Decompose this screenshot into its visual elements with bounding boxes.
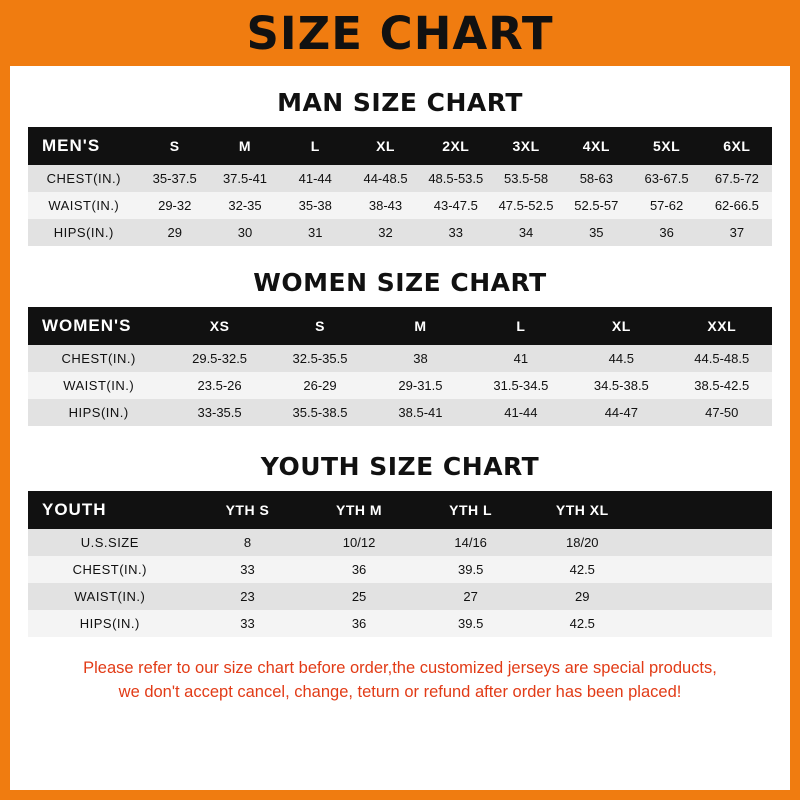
youth-row-2-label: WAIST(IN.) [28,583,192,610]
man-r1-c5: 47.5-52.5 [491,192,561,219]
page-header [0,0,800,66]
man-section-title: MAN SIZE CHART [277,88,523,117]
man-r1-c6: 52.5-57 [561,192,631,219]
content-area [10,88,790,705]
man-r2-c4: 33 [421,219,491,246]
women-header-label: WOMEN'S [28,307,169,345]
women-r0-c5: 44.5-48.5 [672,345,772,372]
youth-r3-c1: 36 [303,610,415,637]
women-r1-c5: 38.5-42.5 [672,372,772,399]
man-r2-c1: 30 [210,219,280,246]
man-row-0-label: CHEST(IN.) [28,165,140,192]
youth-row-1-label: CHEST(IN.) [28,556,192,583]
youth-col-2: YTH L [415,491,527,529]
man-r2-c2: 31 [280,219,350,246]
youth-r2-spacer [638,583,772,610]
youth-r0-c3: 18/20 [526,529,638,556]
man-r1-c8: 62-66.5 [702,192,772,219]
women-size-table [28,307,772,426]
man-r0-c4: 48.5-53.5 [421,165,491,192]
man-col-3: XL [350,127,420,165]
man-header-label: MEN'S [28,127,140,165]
table-row [28,529,772,556]
youth-table-header-row [28,491,772,529]
women-r1-c1: 26-29 [270,372,370,399]
man-col-7: 5XL [631,127,701,165]
women-row-2-label: HIPS(IN.) [28,399,169,426]
man-col-5: 3XL [491,127,561,165]
women-row-1-label: WAIST(IN.) [28,372,169,399]
women-r2-c2: 38.5-41 [370,399,470,426]
women-r0-c1: 32.5-35.5 [270,345,370,372]
footer-note-line-2: we don't accept cancel, change, teturn or refund after order has been placed! [118,682,682,701]
women-r0-c2: 38 [370,345,470,372]
table-row [28,610,772,637]
man-row-1-label: WAIST(IN.) [28,192,140,219]
man-r1-c3: 38-43 [350,192,420,219]
table-row [28,345,772,372]
table-row [28,192,772,219]
man-r0-c5: 53.5-58 [491,165,561,192]
women-r0-c4: 44.5 [571,345,671,372]
youth-row-0-label: U.S.SIZE [28,529,192,556]
man-r0-c7: 63-67.5 [631,165,701,192]
women-r1-c0: 23.5-26 [169,372,269,399]
youth-r0-c1: 10/12 [303,529,415,556]
table-row [28,399,772,426]
women-col-2: M [370,307,470,345]
youth-r2-c2: 27 [415,583,527,610]
man-r2-c8: 37 [702,219,772,246]
women-r1-c2: 29-31.5 [370,372,470,399]
women-table-header-row [28,307,772,345]
man-r0-c2: 41-44 [280,165,350,192]
women-r1-c3: 31.5-34.5 [471,372,571,399]
table-row [28,556,772,583]
youth-section-title: YOUTH SIZE CHART [260,452,540,481]
youth-col-1: YTH M [303,491,415,529]
youth-r1-spacer [638,556,772,583]
youth-size-table [28,491,772,637]
man-col-0: S [140,127,210,165]
man-r1-c1: 32-35 [210,192,280,219]
man-col-2: L [280,127,350,165]
youth-r1-c0: 33 [192,556,304,583]
man-col-4: 2XL [421,127,491,165]
youth-r0-c0: 8 [192,529,304,556]
youth-r0-c2: 14/16 [415,529,527,556]
table-row [28,219,772,246]
youth-r2-c1: 25 [303,583,415,610]
youth-header-label: YOUTH [28,491,192,529]
women-r2-c0: 33-35.5 [169,399,269,426]
man-row-2-label: HIPS(IN.) [28,219,140,246]
women-col-1: S [270,307,370,345]
youth-r2-c3: 29 [526,583,638,610]
youth-r1-c1: 36 [303,556,415,583]
youth-r3-c0: 33 [192,610,304,637]
man-r0-c6: 58-63 [561,165,631,192]
youth-col-3: YTH XL [526,491,638,529]
man-r1-c4: 43-47.5 [421,192,491,219]
table-row [28,583,772,610]
women-row-0-label: CHEST(IN.) [28,345,169,372]
women-col-5: XXL [672,307,772,345]
youth-col-0: YTH S [192,491,304,529]
youth-col-spacer [638,491,772,529]
youth-r2-c0: 23 [192,583,304,610]
women-col-4: XL [571,307,671,345]
man-r2-c0: 29 [140,219,210,246]
women-r2-c4: 44-47 [571,399,671,426]
women-r0-c0: 29.5-32.5 [169,345,269,372]
women-r1-c4: 34.5-38.5 [571,372,671,399]
man-r2-c7: 36 [631,219,701,246]
youth-r1-c3: 42.5 [526,556,638,583]
man-r2-c6: 35 [561,219,631,246]
man-col-1: M [210,127,280,165]
youth-r0-spacer [638,529,772,556]
women-section-title: WOMEN SIZE CHART [253,268,547,297]
man-table-header-row [28,127,772,165]
women-r2-c3: 41-44 [471,399,571,426]
table-row [28,372,772,399]
page-title: SIZE CHART [246,6,554,60]
women-col-3: L [471,307,571,345]
man-r1-c2: 35-38 [280,192,350,219]
women-r0-c3: 41 [471,345,571,372]
footer-note-line-1: Please refer to our size chart before order,the customized jerseys are special products, [83,659,717,677]
youth-r3-c2: 39.5 [415,610,527,637]
man-r1-c7: 57-62 [631,192,701,219]
youth-r3-spacer [638,610,772,637]
man-col-8: 6XL [702,127,772,165]
man-r2-c3: 32 [350,219,420,246]
women-r2-c1: 35.5-38.5 [270,399,370,426]
women-col-0: XS [169,307,269,345]
man-r2-c5: 34 [491,219,561,246]
man-col-6: 4XL [561,127,631,165]
man-r0-c3: 44-48.5 [350,165,420,192]
youth-r1-c2: 39.5 [415,556,527,583]
women-r2-c5: 47-50 [672,399,772,426]
youth-row-3-label: HIPS(IN.) [28,610,192,637]
man-r0-c0: 35-37.5 [140,165,210,192]
man-r0-c8: 67.5-72 [702,165,772,192]
table-row [28,165,772,192]
man-size-table [28,127,772,246]
footer-note [28,657,772,705]
youth-r3-c3: 42.5 [526,610,638,637]
man-r1-c0: 29-32 [140,192,210,219]
man-r0-c1: 37.5-41 [210,165,280,192]
